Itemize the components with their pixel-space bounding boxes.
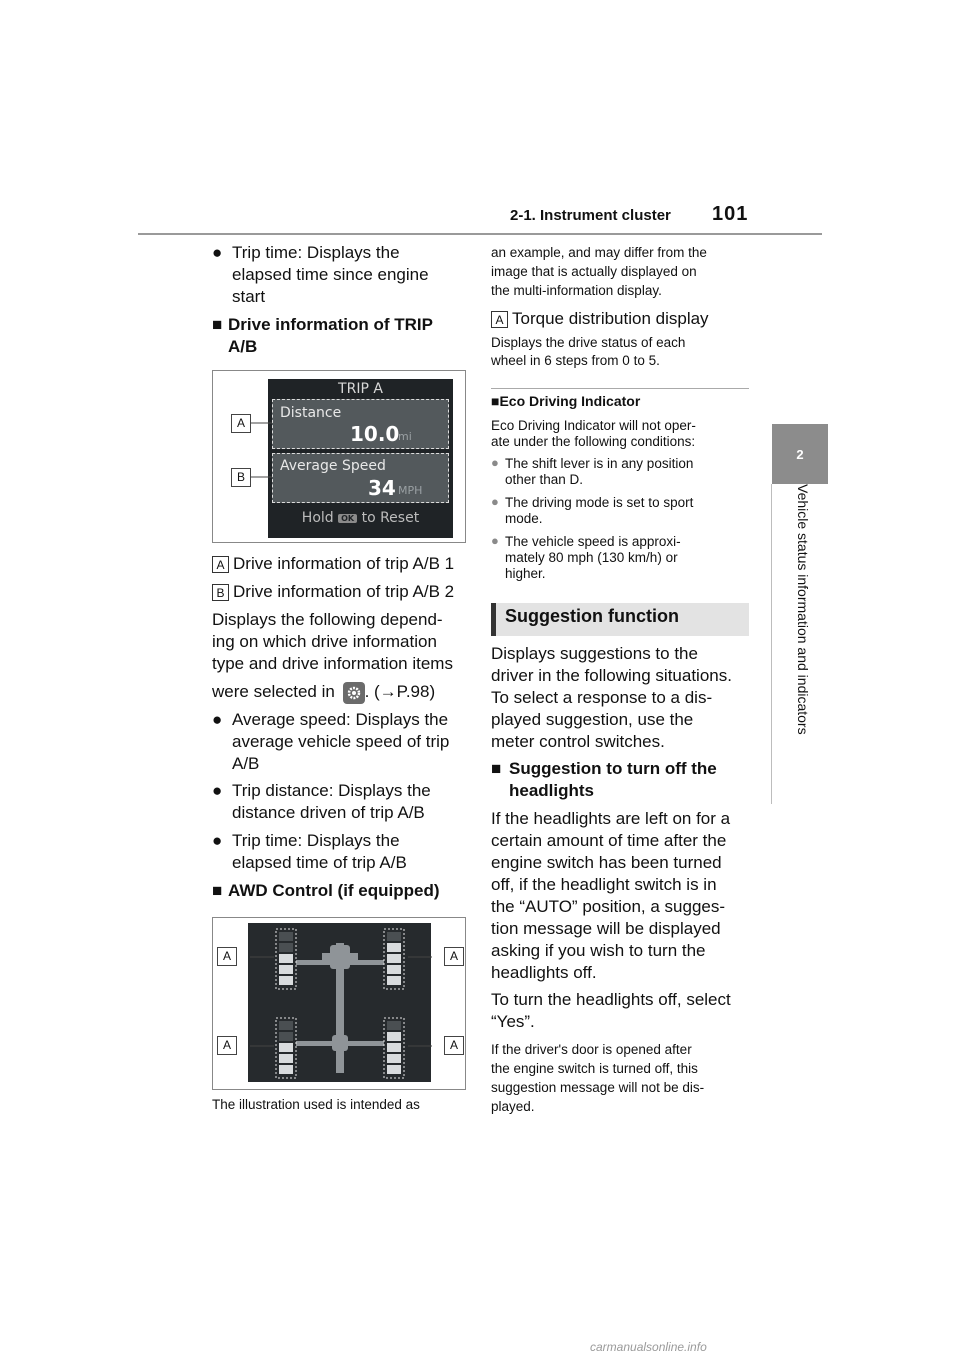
torque-letter-box: A: [491, 311, 508, 328]
eco-desc-1: Eco Driving Indicator will not oper-: [491, 418, 696, 433]
callout-rear-right: A: [444, 1036, 464, 1055]
caption-cont-1: an example, and may differ from the: [491, 245, 707, 260]
headlights-para-6: tion message will be displayed: [491, 919, 721, 938]
caption-cont-3: the multi-information display.: [491, 283, 662, 298]
headlights-para-4: off, if the headlight switch is in: [491, 875, 717, 894]
callout-b: B: [231, 468, 251, 487]
torque-heading: A Torque distribution display: [491, 308, 709, 330]
panel-distance-unit: mi: [398, 430, 412, 443]
caption-start: The illustration used is intended as: [212, 1097, 420, 1112]
door-note-2: the engine switch is turned off, this: [491, 1061, 698, 1076]
para-displays-line-1: Displays the following depend-: [212, 610, 443, 629]
para-displays-line-3: type and drive information items: [212, 654, 453, 673]
trip-a-title: TRIP A: [338, 381, 383, 397]
ok-button-icon: OK: [338, 514, 357, 523]
square-bullet-icon: ■: [212, 881, 223, 900]
suggestion-para-2: driver in the following situations.: [491, 666, 732, 685]
hold-ok-reset: Hold OK to Reset: [301, 510, 420, 526]
callout-front-left: A: [217, 947, 237, 966]
suggestion-function-title-box: [491, 603, 749, 636]
panel-average-speed-unit: MPH: [398, 484, 423, 497]
panel-distance-label: Distance: [280, 405, 342, 421]
headlights-para2-1: To turn the headlights off, select: [491, 990, 731, 1009]
legend-b: B Drive information of trip A/B 2: [212, 581, 454, 603]
circle-bullet-icon: ●: [491, 455, 499, 470]
headlights-para-7: asking if you wish to turn the: [491, 941, 706, 960]
panel-average-speed-label: Average Speed: [280, 458, 386, 474]
suggestion-function-title: Suggestion function: [505, 606, 679, 626]
page-number: 101: [712, 203, 749, 225]
torque-desc-2: wheel in 6 steps from 0 to 5.: [491, 353, 660, 368]
bullet-dot-icon: ●: [212, 781, 223, 800]
eco-desc-2: ate under the following conditions:: [491, 434, 696, 449]
circle-bullet-icon: ●: [491, 494, 499, 509]
divider: [491, 388, 749, 389]
legend-a: A Drive information of trip A/B 1: [212, 553, 454, 575]
headlights-para-2: certain amount of time after the: [491, 831, 727, 850]
para-selected-line: were selected in . (→P.98): [212, 681, 435, 704]
headlights-para-3: engine switch has been turned: [491, 853, 722, 872]
eco-heading: ■Eco Driving Indicator: [491, 393, 641, 409]
square-bullet-icon: ■: [491, 393, 500, 409]
suggestion-para-1: Displays suggestions to the: [491, 644, 698, 663]
chapter-tab: 2: [772, 424, 828, 484]
legend-a-box: A: [212, 556, 229, 573]
circle-bullet-icon: ●: [491, 533, 499, 548]
caption-cont-2: image that is actually displayed on: [491, 264, 697, 279]
watermark: carmanualsonline.info: [590, 1340, 707, 1354]
torque-desc-1: Displays the drive status of each: [491, 335, 686, 350]
panel-average-speed-value: 34: [368, 476, 396, 500]
headlights-para-8: headlights off.: [491, 963, 597, 982]
square-bullet-icon: ■: [212, 315, 223, 334]
callout-rear-left: A: [217, 1036, 237, 1055]
suggestion-para-4: played suggestion, use the: [491, 710, 694, 729]
bullet-dot-icon: ●: [212, 243, 223, 262]
bullet-dot-icon: ●: [212, 831, 223, 850]
panel-distance-value: 10.0: [350, 422, 400, 446]
door-note-4: played.: [491, 1099, 535, 1114]
legend-b-box: B: [212, 584, 229, 601]
suggestion-para-5: meter control switches.: [491, 732, 665, 751]
headlights-para-5: the “AUTO” position, a sugges-: [491, 897, 726, 916]
square-bullet-icon: ■: [491, 759, 502, 778]
headlights-para2-2: “Yes”.: [491, 1012, 535, 1031]
callout-a: A: [231, 414, 251, 433]
chapter-title-vertical: Vehicle status information and indicators: [795, 484, 811, 735]
suggestion-para-3: To select a response to a dis-: [491, 688, 713, 707]
gear-icon: [343, 682, 365, 704]
header-rule: [138, 233, 822, 235]
section-title: 2-1. Instrument cluster: [510, 207, 671, 224]
door-note-1: If the driver's door is opened after: [491, 1042, 692, 1057]
door-note-3: suggestion message will not be dis-: [491, 1080, 705, 1095]
callout-front-right: A: [444, 947, 464, 966]
figure2-leader-lines: [212, 917, 466, 1090]
side-rule: [771, 484, 772, 804]
headlights-para-1: If the headlights are left on for a: [491, 809, 731, 828]
bullet-dot-icon: ●: [212, 710, 223, 729]
para-displays-line-2: ing on which drive information: [212, 632, 437, 651]
